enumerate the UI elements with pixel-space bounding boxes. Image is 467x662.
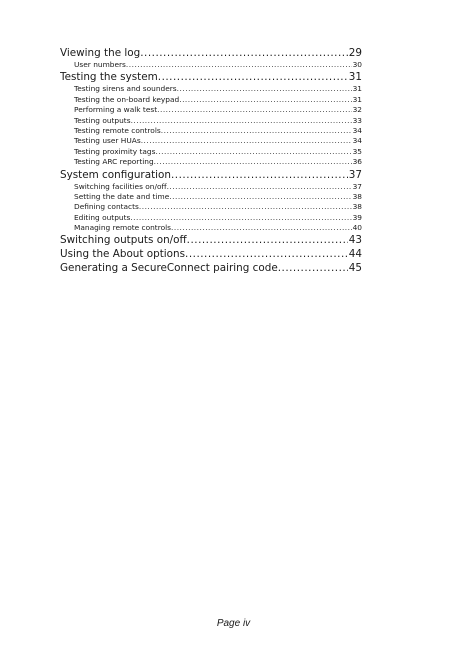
toc-entry-title: Testing sirens and sounders xyxy=(74,84,177,94)
dot-leader xyxy=(179,95,351,105)
toc-subsection-entry[interactable] xyxy=(60,84,362,94)
dot-leader xyxy=(140,46,348,60)
toc-entry-title: Testing remote controls xyxy=(74,125,161,135)
toc-entry-title: Testing user HUAs xyxy=(74,136,141,146)
toc-entry-page-number: 32 xyxy=(352,105,362,115)
toc-entry-title: Testing proximity tags xyxy=(74,146,156,156)
dot-leader xyxy=(158,70,348,84)
toc-entry-page-number: 45 xyxy=(348,262,362,275)
toc-subsection-entry[interactable] xyxy=(60,105,362,115)
dot-leader xyxy=(130,213,351,223)
dot-leader xyxy=(154,157,352,167)
toc-entry-title: Using the About options xyxy=(60,248,186,261)
toc-subsection-entry[interactable] xyxy=(60,60,362,70)
toc-section-entry[interactable] xyxy=(60,168,362,182)
toc-entry-page-number: 31 xyxy=(348,71,362,84)
toc-entry-title: Testing the system xyxy=(60,71,158,84)
dot-leader xyxy=(169,192,351,202)
dot-leader xyxy=(187,233,348,247)
toc-entry-page-number: 39 xyxy=(352,212,362,222)
toc-subsection-entry[interactable] xyxy=(60,147,362,157)
toc-entry-page-number: 31 xyxy=(352,84,362,94)
dot-leader xyxy=(171,223,352,233)
toc-entry-page-number: 40 xyxy=(352,223,362,233)
toc-entry-title: Managing remote controls xyxy=(74,223,171,233)
toc-subsection-entry[interactable] xyxy=(60,157,362,167)
toc-entry-page-number: 36 xyxy=(352,157,362,167)
toc-entry-page-number: 43 xyxy=(348,234,362,247)
toc-entry-title: User numbers xyxy=(74,60,126,69)
toc-entry-page-number: 38 xyxy=(352,202,362,212)
toc-entry-title: Switching facilities on/off xyxy=(74,181,167,191)
toc-entry-title: Viewing the log xyxy=(60,47,141,59)
toc-entry-page-number: 35 xyxy=(352,146,362,156)
toc-entry-title: System configuration xyxy=(60,168,171,181)
page-number-footer: Page iv xyxy=(216,618,251,629)
toc-section-entry[interactable] xyxy=(60,233,362,247)
toc-subsection-entry[interactable] xyxy=(60,213,362,223)
toc-entry-title: Testing ARC reporting xyxy=(74,157,154,167)
toc-entry-title: Defining contacts xyxy=(74,202,139,212)
dot-leader xyxy=(139,202,352,212)
toc-subsection-entry[interactable] xyxy=(60,192,362,202)
toc-subsection-entry[interactable] xyxy=(60,136,362,146)
dot-leader xyxy=(171,168,348,182)
table-of-contents xyxy=(60,46,362,275)
toc-section-entry[interactable] xyxy=(60,70,362,84)
toc-entry-page-number: 34 xyxy=(352,136,362,146)
toc-subsection-entry[interactable] xyxy=(60,95,362,105)
toc-entry-title: Testing outputs xyxy=(74,115,131,125)
toc-entry-page-number: 34 xyxy=(352,125,362,135)
toc-entry-page-number: 33 xyxy=(352,115,362,125)
toc-subsection-entry[interactable] xyxy=(60,116,362,126)
dot-leader xyxy=(177,84,352,94)
toc-entry-page-number: 38 xyxy=(352,191,362,201)
toc-entry-page-number: 37 xyxy=(352,181,362,191)
toc-subsection-entry[interactable] xyxy=(60,182,362,192)
dot-leader xyxy=(278,261,348,275)
toc-subsection-entry[interactable] xyxy=(60,126,362,136)
toc-entry-page-number: 29 xyxy=(348,47,362,59)
dot-leader xyxy=(157,105,351,115)
toc-subsection-entry[interactable] xyxy=(60,223,362,233)
toc-entry-title: Setting the date and time xyxy=(74,191,170,201)
dot-leader xyxy=(141,136,352,146)
toc-entry-page-number: 44 xyxy=(348,248,362,261)
toc-entry-title: Testing the on-board keypad xyxy=(74,94,180,104)
toc-entry-page-number: 30 xyxy=(352,60,362,69)
toc-entry-page-number: 31 xyxy=(352,94,362,104)
toc-subsection-entry[interactable] xyxy=(60,202,362,212)
dot-leader xyxy=(126,60,352,70)
toc-entry-title: Performing a walk test xyxy=(74,105,158,115)
toc-entry-title: Generating a SecureConnect pairing code xyxy=(60,262,278,275)
toc-section-entry[interactable] xyxy=(60,247,362,261)
dot-leader xyxy=(185,247,348,261)
toc-section-entry[interactable] xyxy=(60,46,362,60)
dot-leader xyxy=(155,147,351,157)
toc-entry-title: Editing outputs xyxy=(74,212,131,222)
dot-leader xyxy=(161,126,352,136)
toc-entry-title: Switching outputs on/off xyxy=(60,234,187,247)
dot-leader xyxy=(131,116,352,126)
dot-leader xyxy=(167,182,352,192)
toc-entry-page-number: 37 xyxy=(348,168,362,181)
toc-section-entry[interactable] xyxy=(60,261,362,275)
